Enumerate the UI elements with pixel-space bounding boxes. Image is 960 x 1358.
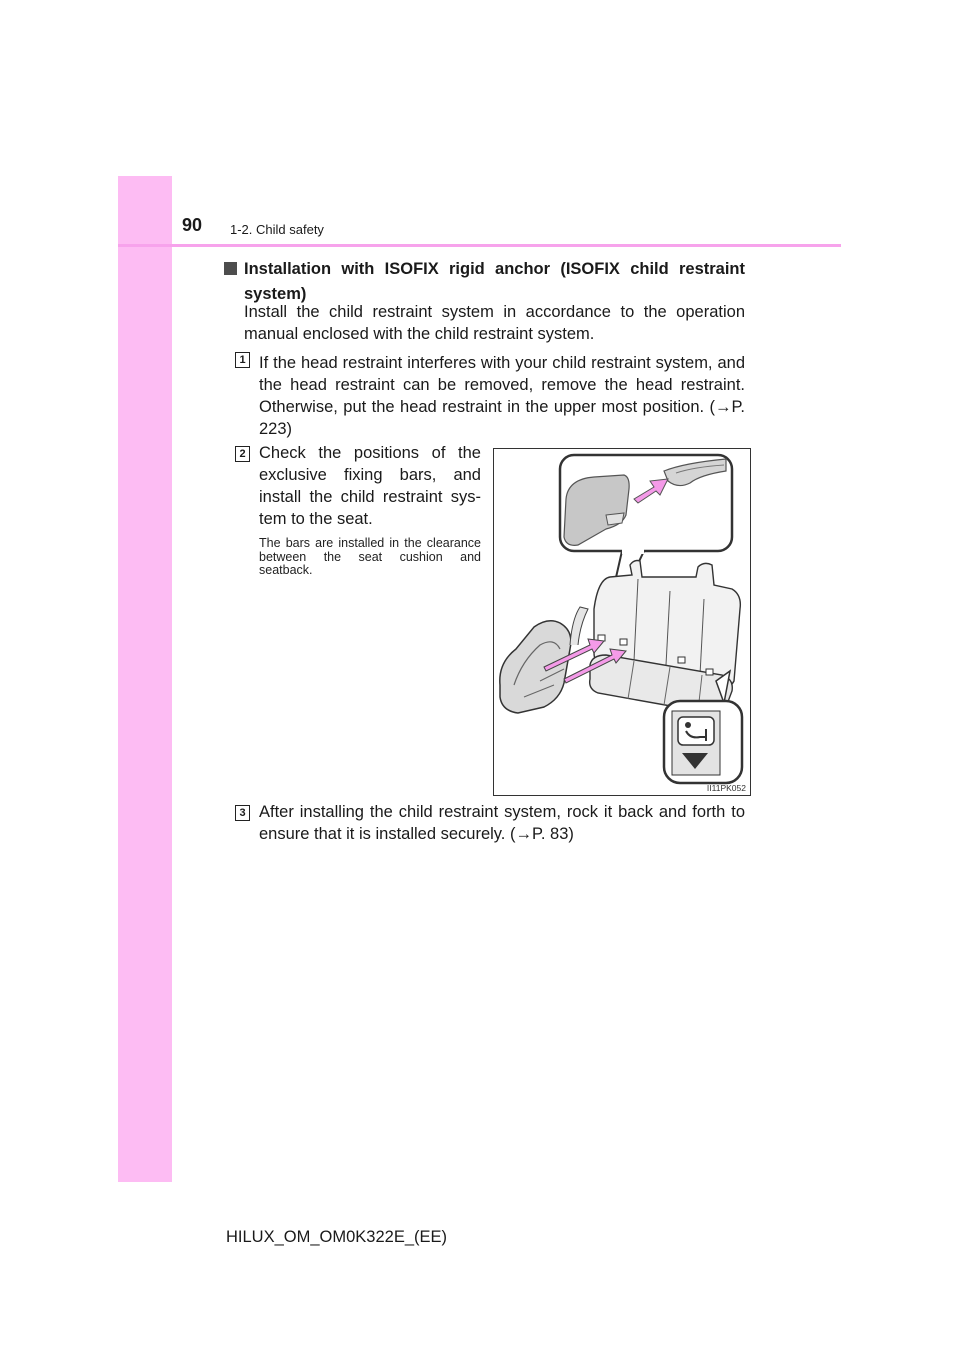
child-seat [500,621,571,713]
footer-document-id: HILUX_OM_OM0K322E_(EE) [226,1228,448,1246]
section-heading: Installation with ISOFIX rigid anchor (ISOFIX child restraint system) [244,260,745,303]
step-1-text: If the head restraint interferes with your child restraint system, and the head restraint can be removed, remove the head restraint. Otherwise, put the head restraint in the upper most position. (→P. 223) [259,354,745,438]
step-2-note: The bars are installed in the clearance between the seat cushion and seatback. [259,536,481,577]
step-3-text: After installing the child restraint system, rock it back and forth to ensure that it is installed securely. (→P. 83) [259,803,745,843]
section-title: 1-2. Child safety [230,222,324,237]
figure-code: II11PK052 [706,783,746,793]
intro-paragraph: Install the child restraint system in accordance to the operation manual enclosed with the child restraint system. [244,303,745,343]
header-rule [118,244,841,247]
step-number-3: 3 [235,805,250,821]
step-number-1: 1 [235,352,250,368]
page-number: 90 [182,215,203,235]
isofix-illustration [493,448,751,796]
side-color-band [118,176,172,1182]
heading-square-bullet-icon [224,262,237,275]
rear-seat-isofix-drawing [494,449,750,795]
step-number-2: 2 [235,446,250,462]
step-2-text: Check the positions of the exclusive fixing bars, and install the child restraint sys-tem to the seat. [259,444,481,528]
